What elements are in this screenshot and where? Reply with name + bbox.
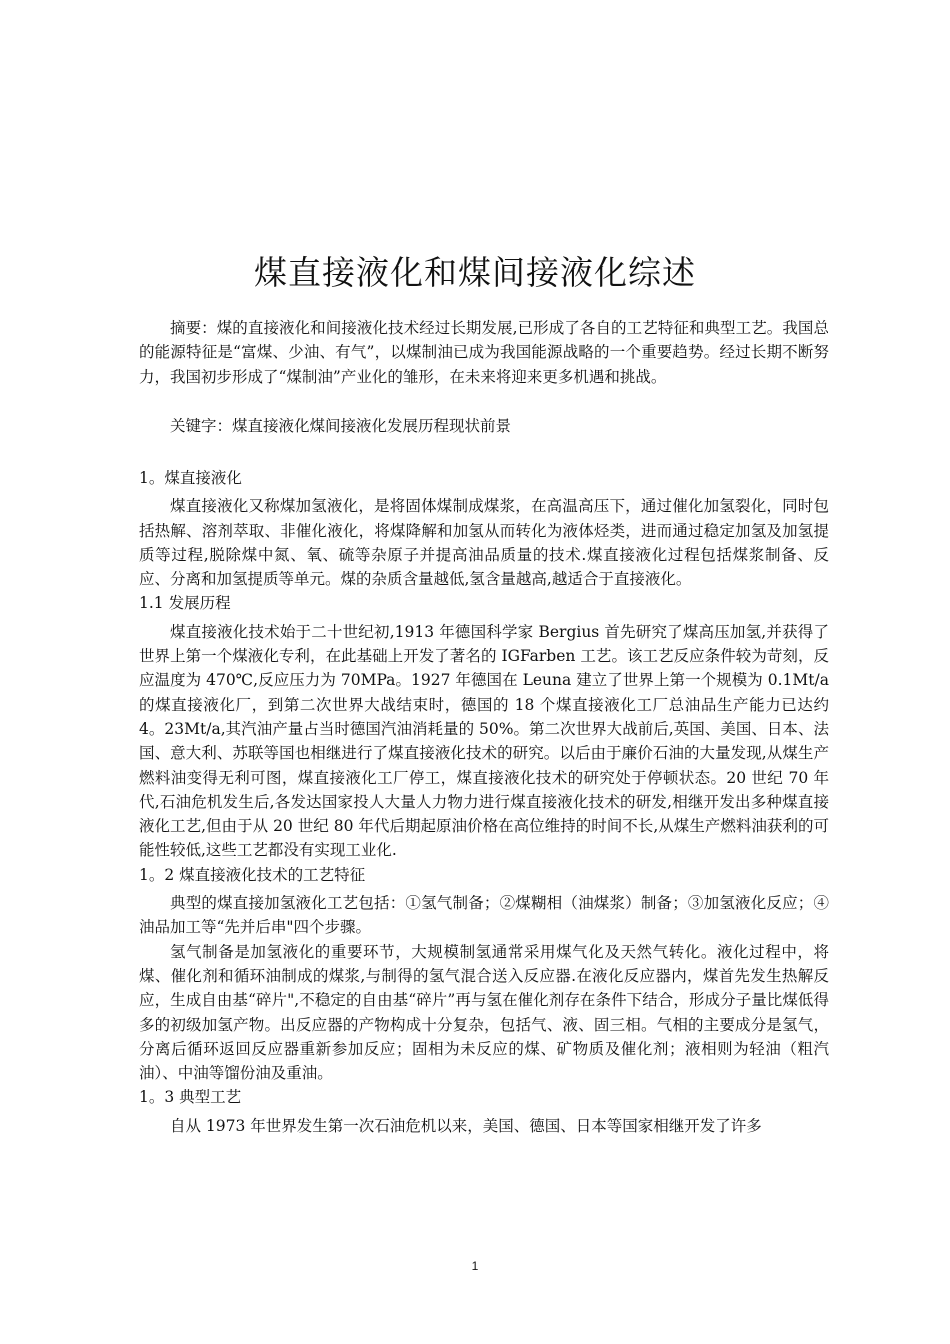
abstract-paragraph: 摘要：煤的直接液化和间接液化技术经过长期发展,已形成了各自的工艺特征和典型工艺。我国总的能源特征是“富煤、少油、有气”，以煤制油已成为我国能源战略的一个重要趋势。经过长期不断努力，我国初步形成了“煤制油”产业化的雏形，在未来将迎来更多机遇和挑战。 <box>139 319 829 386</box>
section-heading-1-3: 1。3 典型工艺 <box>139 1088 242 1107</box>
section-1-2-paragraph-1: 典型的煤直接加氢液化工艺包括：①氢气制备；②煤糊相（油煤浆）制备；③加氢液化反应；④油品加工等“先并后串"四个步骤。 <box>139 894 829 937</box>
section-heading-1-2: 1。2 煤直接液化技术的工艺特征 <box>139 865 366 884</box>
section-1-3-paragraph: 自从 1973 年世界发生第一次石油危机以来，美国、德国、日本等国家相继开发了许多 <box>170 1116 762 1135</box>
abstract-block <box>139 316 829 389</box>
section-1-2-paragraph-2: 氢气制备是加氢液化的重要环节，大规模制氢通常采用煤气化及天然气转化。液化过程中，将煤、催化剂和循环油制成的煤浆,与制得的氢气混合送入反应器.在液化反应器内，煤首先发生热解反应，生成自由基“碎片",不稳定的自由基“碎片”再与氢在催化剂存在条件下结合，形成分子量比煤低得多的初级加氢产物。出反应器的产物构成十分复杂，包括气、液、固三相。气相的主要成分是氢气，分离后循环返回反应器重新参加反应；固相为未反应的煤、矿物质及催化剂；液相则为轻油（粗汽油）、中油等馏份油及重油。 <box>139 942 829 1083</box>
page-number: 1 <box>471 1259 479 1273</box>
section-1-paragraph: 煤直接液化又称煤加氢液化，是将固体煤制成煤浆，在高温高压下，通过催化加氢裂化，同时包括热解、溶剂萃取、非催化液化，将煤降解和加氢从而转化为液体烃类，进而通过稳定加氢及加氢提质等过程,脱除煤中氮、氧、硫等杂原子并提高油品质量的技术.煤直接液化过程包括煤浆制备、反应、分离和加氢提质等单元。煤的杂质含量越低,氢含量越高,越适合于直接液化。 <box>139 497 829 589</box>
section-heading-1: 1。煤直接液化 <box>139 469 242 487</box>
main-body <box>139 466 829 1138</box>
section-1-1-paragraph: 煤直接液化技术始于二十世纪初,1913 年德国科学家 Bergius 首先研究了煤高压加氢,并获得了世界上第一个煤液化专利，在此基础上开发了著名的 IGFarben 工艺。该工艺反应条件较为苛刻，反应温度为 470℃,反应压力为 70MPa。1927 年德国在 Leuna 建立了世界上第一个规模为 0.1Mt/a 的煤直接液化厂，到第二次世界大战结束时，德国的 18 个煤直接液化工厂总油品生产能力已达约 4。23Mt/a,其汽油产量占当时德国汽油消耗量的 50%。第二次世界大战前后,英国、美国、日本、法国、意大利、苏联等国也相继进行了煤直接液化技术的研究。以后由于廉价石油的大量发现,从煤生产燃料油变得无利可图，煤直接液化工厂停工，煤直接液化技术的研究处于停顿状态。20 世纪 70 年代,石油危机发生后,各发达国家投人大量人力物力进行煤直接液化技术的研发,相继开发出多种煤直接液化工艺,但由于从 20 世纪 80 年代后期起原油价格在高位维持的时间不长,从煤生产燃料油获利的可能性较低,这些工艺都没有实现工业化. <box>139 622 829 860</box>
keywords-block <box>139 414 829 438</box>
document-title: 煤直接液化和煤间接液化综述 <box>254 253 696 292</box>
section-heading-1-1: 1.1 发展历程 <box>139 594 231 613</box>
keywords-paragraph: 关键字：煤直接液化煤间接液化发展历程现状前景 <box>170 417 512 435</box>
